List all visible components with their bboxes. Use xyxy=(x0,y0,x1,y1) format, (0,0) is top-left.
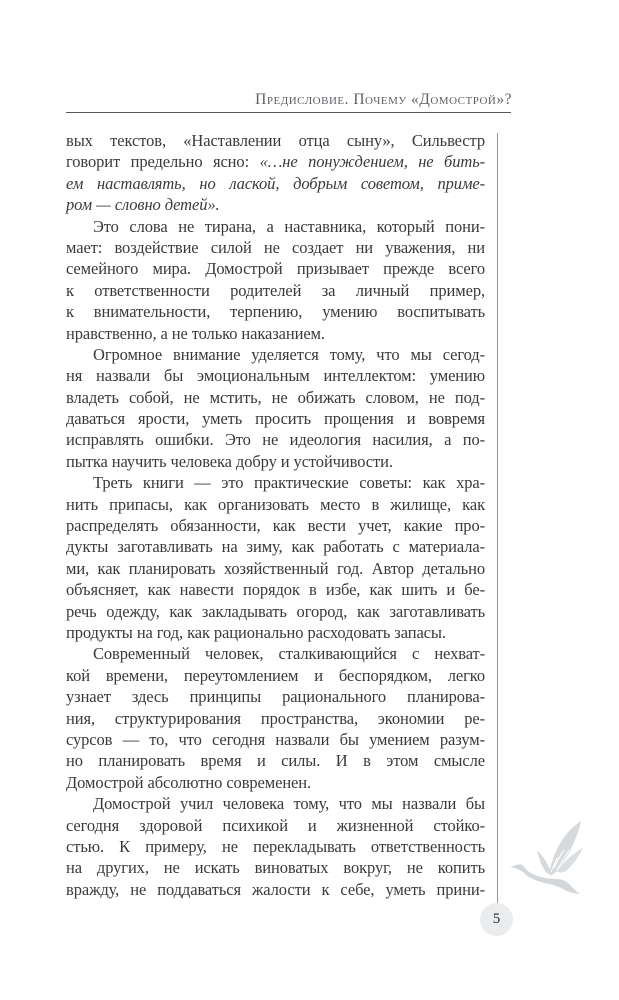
text-line: ром — словно детей». xyxy=(66,195,220,215)
text-line: речь одежду, как закладывать огород, как заготавливать xyxy=(66,601,485,621)
text-line: Домострой учил человека тому, что мы назвали бы xyxy=(93,794,485,814)
text-line: вражду, не поддаваться жалости к себе, уметь прини- xyxy=(66,879,485,899)
text-line: семейного мира. Домострой призывает прежде всего xyxy=(66,259,485,279)
text-line: пытка научить человека добру и устойчивости. xyxy=(66,451,393,471)
running-header-text: Предисловие. Почему «Домострой»? xyxy=(255,91,512,108)
text-line: Домострой абсолютно современен. xyxy=(66,772,312,792)
text-line: сегодня здоровой психикой и жизненной стойко- xyxy=(66,815,485,835)
flying-swan-icon xyxy=(504,816,594,901)
body-text xyxy=(66,130,485,900)
margin-rule xyxy=(497,133,498,903)
text-line: к внимательности, терпению, умению воспитывать xyxy=(66,302,485,322)
paragraph xyxy=(66,472,485,643)
running-header xyxy=(66,91,512,109)
text-line: но планировать время и силы. И в этом смысле xyxy=(66,751,485,771)
text-line: продукты на год, как рационально расходовать запасы. xyxy=(66,622,446,642)
text-line: ми, как планировать хозяйственный год. Автор детально xyxy=(66,558,485,578)
text-line: на других, не искать виноватых вокруг, не копить xyxy=(66,858,485,878)
text-line: ния, структурирования пространства, экономии ре- xyxy=(66,708,485,728)
text-line: ем наставлять, но лаской, добрым советом, приме- xyxy=(66,173,485,193)
paragraph xyxy=(66,344,485,472)
text-line: даваться ярости, уметь просить прощения и вовремя xyxy=(66,409,485,429)
text-line: к ответственности родителей за личный пример, xyxy=(66,280,485,300)
text-line: Это слова не тирана, а наставника, который пони- xyxy=(93,216,485,236)
page-number-badge xyxy=(480,903,513,936)
text-line: говорит предельно ясно: «…не понуждением, не бить- xyxy=(66,152,485,172)
paragraph xyxy=(66,643,485,793)
text-line: вых текстов, «Наставлении отца сыну», Сильвестр xyxy=(66,131,485,150)
text-line: нить припасы, как организовать место в жилище, как xyxy=(66,494,485,514)
page-number: 5 xyxy=(492,911,501,927)
text-line: Современный человек, сталкивающийся с нехват- xyxy=(93,644,485,664)
paragraph xyxy=(66,130,485,216)
text-line: мает: воздействие силой не создает ни уважения, ни xyxy=(66,237,485,257)
text-line: узнает здесь принципы рационального планирова- xyxy=(66,687,485,707)
text-line: Огромное внимание уделяется тому, что мы сегод- xyxy=(93,344,485,364)
text-line: сурсов — то, что сегодня назвали бы умением разум- xyxy=(66,729,485,749)
text-line: дукты заготавливать на зиму, как работать с материала- xyxy=(66,537,485,557)
text-line: ня назвали бы эмоциональным интеллектом: умению xyxy=(66,366,485,386)
text-line: кой времени, переутомлением и беспорядком, легко xyxy=(66,665,485,685)
text-line: Треть книги — это практические советы: как хра- xyxy=(93,473,485,493)
text-line: нравственно, а не только наказанием. xyxy=(66,323,325,343)
text-line: исправлять ошибки. Это не идеология насилия, а по- xyxy=(66,430,485,450)
text-line: объясняет, как навести порядок в избе, как шить и бе- xyxy=(66,580,485,600)
paragraph xyxy=(66,216,485,344)
text-line: стью. К примеру, не перекладывать ответственность xyxy=(66,836,485,856)
text-line: распределять обязанности, как вести учет, какие про- xyxy=(66,516,485,536)
header-rule xyxy=(66,112,511,113)
text-line: владеть собой, не мстить, не обижать словом, не под- xyxy=(66,387,485,407)
paragraph xyxy=(66,793,485,900)
